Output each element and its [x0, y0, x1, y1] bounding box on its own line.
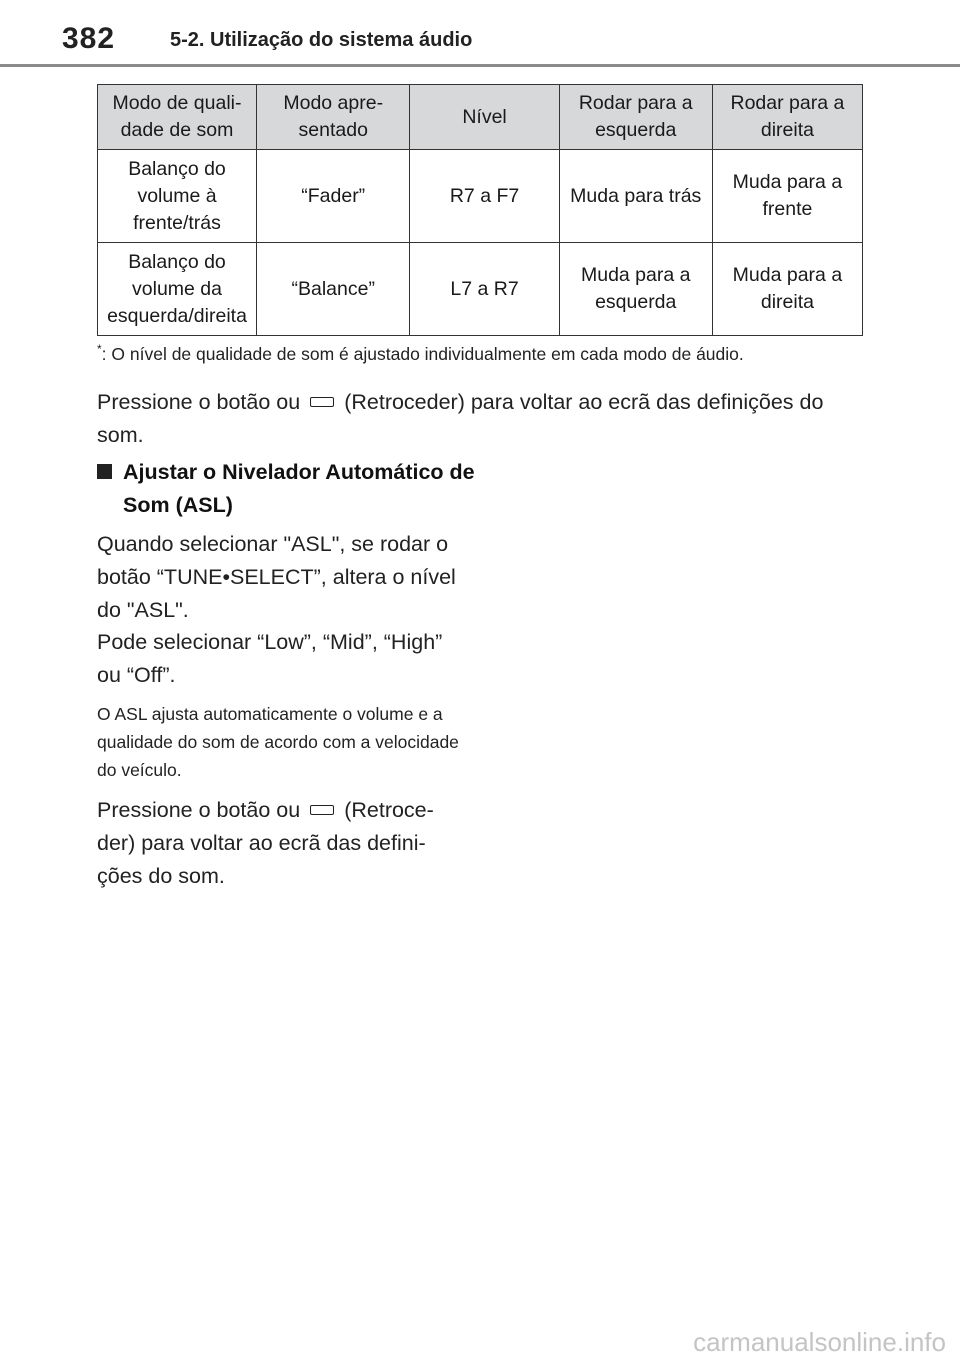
- page-header: [0, 0, 960, 70]
- table-row: [98, 243, 863, 336]
- table-footnote: [97, 342, 744, 365]
- header-cell: Modo de quali- dade de som: [98, 85, 257, 150]
- asl-note: O ASL ajusta automaticamente o volume e a qualidade do som de acordo com a velocidade do veículo.: [97, 704, 459, 780]
- asl-subheading: [97, 456, 497, 522]
- sound-settings-table: [97, 84, 863, 336]
- asl-subheading-text: Ajustar o Nivelador Automático de Som (ASL): [123, 460, 475, 517]
- header-cell: Nível: [410, 85, 559, 150]
- section-title: 5-2. Utilização do sistema áudio: [170, 29, 473, 51]
- header-divider: [0, 64, 960, 67]
- table-header-row: [98, 85, 863, 150]
- table-row: [98, 150, 863, 243]
- page-number: 382: [62, 22, 116, 55]
- table-cell: Muda para a direita: [712, 243, 862, 336]
- table-cell: “Balance”: [257, 243, 410, 336]
- watermark: carmanualsonline.info: [693, 1327, 946, 1357]
- table-cell: Balanço do volume da esquerda/direita: [98, 243, 257, 336]
- table-cell: Balanço do volume à frente/trás: [98, 150, 257, 243]
- table-cell: Muda para a frente: [712, 150, 862, 243]
- asl-options-paragraph: Pode selecionar “Low”, “Mid”, “High” ou “Off”.: [97, 630, 443, 687]
- header-cell: Modo apre- sentado: [257, 85, 410, 150]
- back-button-icon: [310, 805, 334, 815]
- asl-back-text-end: (Retroce-der) para voltar ao ecrã das defini-ções do som.: [97, 798, 434, 888]
- square-bullet-icon: [97, 464, 112, 479]
- table-cell: “Fader”: [257, 150, 410, 243]
- back-instruction-text-end: (Retroceder) para voltar ao ecrã das definições do som.: [97, 390, 824, 447]
- header-cell: Rodar para a esquerda: [559, 85, 712, 150]
- back-instruction-paragraph: [97, 386, 867, 452]
- back-button-icon: [310, 397, 334, 407]
- footnote-text: : O nível de qualidade de som é ajustado individualmente em cada modo de áudio.: [101, 343, 744, 364]
- asl-select-paragraph: Quando selecionar "ASL", se rodar o botão “TUNE•SELECT”, altera o nível do "ASL".: [97, 532, 456, 622]
- asl-back-instruction-paragraph: [97, 794, 467, 893]
- table-cell: R7 a F7: [410, 150, 559, 243]
- footnote-marker: *: [97, 342, 102, 356]
- header-cell: Rodar para a direita: [712, 85, 862, 150]
- table-cell: L7 a R7: [410, 243, 559, 336]
- table-cell: Muda para a esquerda: [559, 243, 712, 336]
- table-cell: Muda para trás: [559, 150, 712, 243]
- back-instruction-text-start: Pressione o botão ou: [97, 390, 301, 414]
- asl-back-text-start: Pressione o botão ou: [97, 798, 301, 822]
